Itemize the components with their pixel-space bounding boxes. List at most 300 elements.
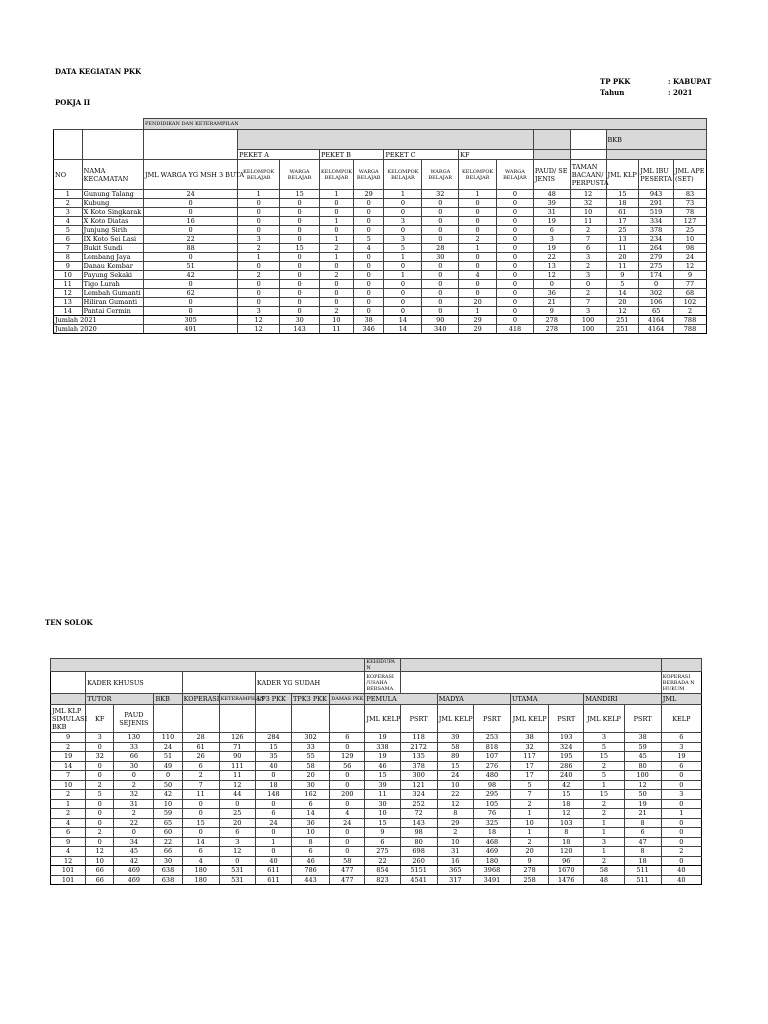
table-cell: 2	[51, 790, 86, 800]
col-nama: NAMA KECAMATAN	[82, 160, 143, 190]
table-cell: 32	[570, 199, 606, 208]
table-cell: 251	[606, 325, 639, 334]
table-cell: 0	[422, 208, 459, 217]
table-cell: 11	[182, 790, 219, 800]
table-cell: 4164	[639, 325, 674, 334]
table-cell: 1	[320, 253, 354, 262]
kecamatan-name: X Koto Singkarak	[82, 208, 143, 217]
table-cell: 2	[511, 799, 549, 809]
table-cell: 6	[182, 847, 219, 857]
table-cell: 468	[473, 837, 510, 847]
table-cell: 0	[320, 208, 354, 217]
table-cell: 0	[353, 289, 384, 298]
col-taman: TAMAN BACAAN/ PERPUSTA	[570, 160, 606, 190]
table-cell: 469	[114, 866, 154, 876]
table-cell: 0	[280, 217, 320, 226]
table-cell: 31	[114, 799, 154, 809]
table-cell: 0	[661, 818, 701, 828]
table-cell: 20	[292, 771, 330, 781]
total-row	[51, 866, 702, 876]
table-cell: 9	[51, 733, 86, 743]
table-cell: 291	[639, 199, 674, 208]
table-cell: 0	[280, 280, 320, 289]
col-warga-kf: WARGA BELAJAR	[497, 160, 534, 190]
table-cell: 0	[497, 307, 534, 316]
table-cell: 0	[497, 226, 534, 235]
table-cell: 22	[437, 790, 473, 800]
table-cell: 126	[219, 733, 255, 743]
table-cell: 3	[86, 733, 114, 743]
table-cell: 3	[238, 235, 280, 244]
table-cell: 0	[661, 799, 701, 809]
table-cell: 71	[219, 742, 255, 752]
kecamatan-name: Hiliran Gumanti	[82, 298, 143, 307]
table-cell: 365	[437, 866, 473, 876]
col-jml-klp-simulasi: JML KLP SIMULASI BKB	[52, 706, 88, 731]
tahun-label: Tahun	[600, 88, 625, 97]
table-cell: 0	[330, 780, 365, 790]
table-cell: 32	[114, 790, 154, 800]
table-cell: 18	[606, 199, 639, 208]
table-cell: 1	[384, 190, 422, 199]
table-cell: 324	[400, 790, 437, 800]
table-cell: 0	[353, 217, 384, 226]
table-cell: 14	[51, 761, 86, 771]
jml-header: JML	[661, 694, 701, 705]
table-cell: 200	[330, 790, 365, 800]
table-cell: 0	[497, 199, 534, 208]
table-cell: 15	[255, 742, 291, 752]
table-cell: 4541	[400, 875, 437, 885]
table-cell: 73	[674, 199, 707, 208]
table-cell: 40	[255, 856, 291, 866]
table-cell: 36	[533, 289, 570, 298]
table-cell: 12	[624, 780, 661, 790]
table-cell: 4164	[639, 316, 674, 325]
total-row	[54, 316, 707, 325]
table-cell: 77	[674, 280, 707, 289]
table-cell: 0	[238, 262, 280, 271]
table-cell: 2	[570, 262, 606, 271]
table-cell: 0	[320, 280, 354, 289]
table-cell: 7	[182, 780, 219, 790]
table-cell: 9	[51, 837, 86, 847]
table-cell: 10	[674, 235, 707, 244]
table-cell: 101	[51, 866, 86, 876]
table-cell: 9	[606, 271, 639, 280]
table-row	[51, 790, 702, 800]
table-cell: 121	[400, 780, 437, 790]
table-cell: 0	[661, 771, 701, 781]
table-cell: 1	[238, 253, 280, 262]
table-cell: 13	[533, 262, 570, 271]
table-cell: 10	[320, 316, 354, 325]
table-cell: 0	[330, 828, 365, 838]
table-cell: 32	[422, 190, 459, 199]
table-cell: 511	[624, 875, 661, 885]
table-cell: 854	[365, 866, 400, 876]
table-cell: 0	[422, 298, 459, 307]
tutor-header: TUTOR	[86, 694, 154, 705]
table-cell: 3	[661, 742, 701, 752]
table-cell: 24	[674, 253, 707, 262]
kf-header: KF	[459, 150, 534, 160]
table-cell: 21	[624, 809, 661, 819]
table-cell: 0	[422, 235, 459, 244]
table-cell: 0	[114, 771, 154, 781]
table-cell: 0	[86, 771, 114, 781]
table-cell: 2	[661, 847, 701, 857]
table-cell: 19	[365, 752, 400, 762]
table-cell: 56	[330, 761, 365, 771]
table-row	[51, 847, 702, 857]
table-cell: 1	[320, 217, 354, 226]
table-cell: 480	[473, 771, 510, 781]
table-cell: 30	[154, 856, 182, 866]
table-cell: 240	[549, 771, 584, 781]
table-cell: 1	[511, 809, 549, 819]
table-row	[54, 235, 707, 244]
table-cell: 10	[86, 856, 114, 866]
table-cell: 234	[639, 235, 674, 244]
table-cell: 1	[54, 190, 83, 199]
table-cell: 0	[353, 280, 384, 289]
table-cell: 0	[570, 280, 606, 289]
table-cell: 325	[473, 818, 510, 828]
table-cell: 5	[584, 771, 624, 781]
keterampilan-header: KETERAMPILAN	[219, 694, 255, 705]
kecamatan-name: Payung Sekaki	[82, 271, 143, 280]
col-psrt-madya: PSRT	[473, 705, 510, 733]
table-cell: 174	[639, 271, 674, 280]
table-cell: 0	[533, 280, 570, 289]
table-cell: 13	[606, 235, 639, 244]
table-cell: 11	[570, 217, 606, 226]
table-cell: 98	[400, 828, 437, 838]
table-cell: 25	[674, 226, 707, 235]
col-kelp: KELP	[661, 705, 701, 733]
table-row	[54, 271, 707, 280]
total-row	[51, 875, 702, 885]
col-warga-a: WARGA BELAJAR	[280, 160, 320, 190]
table-cell: 31	[437, 847, 473, 857]
table-cell: 66	[154, 847, 182, 857]
table-cell: 14	[54, 307, 83, 316]
table-cell: 253	[473, 733, 510, 743]
table-cell: 4	[51, 847, 86, 857]
table-cell: 276	[473, 761, 510, 771]
table-cell: 0	[459, 253, 497, 262]
table-cell: 0	[280, 199, 320, 208]
table-cell: 12	[238, 325, 280, 334]
table-cell: 3491	[473, 875, 510, 885]
table-cell: 2	[51, 742, 86, 752]
table-cell: 100	[624, 771, 661, 781]
table-cell: 12	[570, 190, 606, 199]
table-cell: 0	[182, 828, 219, 838]
col-jml-kelp-utama: JML KELP	[511, 705, 549, 733]
table-row	[51, 837, 702, 847]
table-cell: 2	[570, 289, 606, 298]
total-row	[54, 325, 707, 334]
total-label: Jumlah 2021	[54, 316, 144, 325]
table-cell: 31	[533, 208, 570, 217]
table-cell: 5	[384, 244, 422, 253]
col-jml-ape: JML APE (SET)	[674, 160, 707, 190]
table-cell: 1	[584, 847, 624, 857]
table-cell: 0	[280, 307, 320, 316]
table-cell: 11	[606, 244, 639, 253]
table-cell: 3	[584, 837, 624, 847]
table-cell: 35	[255, 752, 291, 762]
table-cell: 0	[280, 208, 320, 217]
table-cell: 58	[437, 742, 473, 752]
table-cell: 6	[292, 799, 330, 809]
table-cell: 15	[280, 244, 320, 253]
table-kegiatan-koperasi	[50, 658, 702, 885]
table-cell: 0	[661, 828, 701, 838]
table-cell: 1	[661, 809, 701, 819]
table-cell: 0	[497, 190, 534, 199]
table-cell: 3	[584, 733, 624, 743]
bkb-header-2: BKB	[154, 694, 182, 705]
table-cell: 3	[570, 271, 606, 280]
table-cell: 22	[154, 837, 182, 847]
table-cell: 44	[219, 790, 255, 800]
table-cell: 19	[624, 799, 661, 809]
col-no: NO	[54, 160, 83, 190]
table-cell: 0	[422, 199, 459, 208]
table-cell: 1	[584, 780, 624, 790]
table-row	[51, 771, 702, 781]
table-cell: 469	[473, 847, 510, 857]
table-cell: 338	[365, 742, 400, 752]
table-cell: 42	[154, 790, 182, 800]
table-cell: 0	[238, 226, 280, 235]
table-cell: 0	[330, 771, 365, 781]
table-cell: 20	[511, 847, 549, 857]
table-cell: 3968	[473, 866, 510, 876]
table-cell: 19	[533, 244, 570, 253]
table-cell: 19	[533, 217, 570, 226]
table-cell: 11	[54, 280, 83, 289]
table-cell: 14	[384, 325, 422, 334]
table-cell: 180	[182, 875, 219, 885]
table-cell: 2	[238, 271, 280, 280]
table-cell: 260	[400, 856, 437, 866]
table-cell: 48	[584, 875, 624, 885]
table-cell: 2	[511, 837, 549, 847]
table-cell: 2	[114, 809, 154, 819]
table-cell: 45	[114, 847, 154, 857]
table-cell: 39	[437, 733, 473, 743]
table-cell: 511	[624, 866, 661, 876]
table-cell: 2	[459, 235, 497, 244]
table-cell: 59	[624, 742, 661, 752]
table-cell: 18	[624, 856, 661, 866]
table-cell: 101	[51, 875, 86, 885]
table-row	[54, 289, 707, 298]
table-row	[54, 226, 707, 235]
table-cell: 1	[384, 271, 422, 280]
table-cell: 0	[86, 799, 114, 809]
table-row	[54, 208, 707, 217]
table-cell: 275	[365, 847, 400, 857]
table-cell: 2	[182, 771, 219, 781]
tahun-value: : 2021	[668, 88, 693, 97]
table-cell: 34	[114, 837, 154, 847]
table-cell: 7	[54, 244, 83, 253]
col-warga-c: WARGA BELAJAR	[422, 160, 459, 190]
table-cell: 0	[114, 828, 154, 838]
table-cell: 6	[54, 235, 83, 244]
table-cell: 3	[238, 307, 280, 316]
table-cell: 0	[86, 761, 114, 771]
kehidupan-header: KEHIDUPA N	[365, 659, 400, 672]
table-cell: 9	[54, 262, 83, 271]
table-row	[54, 217, 707, 226]
table-cell: 96	[549, 856, 584, 866]
table-cell: 32	[511, 742, 549, 752]
table-row	[51, 799, 702, 809]
table-cell: 98	[473, 780, 510, 790]
table-cell: 12	[549, 809, 584, 819]
table-cell: 258	[511, 875, 549, 885]
mandiri-header: MANDIRI	[584, 694, 661, 705]
table-cell: 143	[400, 818, 437, 828]
table-cell: 11	[219, 771, 255, 781]
table-cell: 58	[330, 856, 365, 866]
table-cell: 135	[400, 752, 437, 762]
table-cell: 1	[384, 253, 422, 262]
kecamatan-name: Danau Kembar	[82, 262, 143, 271]
table-cell: 2	[51, 809, 86, 819]
table-cell: 50	[624, 790, 661, 800]
table-row	[51, 856, 702, 866]
table-cell: 66	[86, 866, 114, 876]
table-cell: 1	[320, 235, 354, 244]
table-cell: 48	[533, 190, 570, 199]
table-cell: 98	[674, 244, 707, 253]
table-cell: 12	[219, 847, 255, 857]
table-cell: 68	[674, 289, 707, 298]
bkb-header: BKB	[606, 130, 707, 150]
table-cell: 1	[51, 799, 86, 809]
table-cell: 6	[219, 828, 255, 838]
table-cell: 638	[154, 866, 182, 876]
table-row	[54, 262, 707, 271]
table-cell: 611	[255, 875, 291, 885]
table-row	[54, 298, 707, 307]
table-cell: 0	[497, 289, 534, 298]
table-cell: 14	[292, 809, 330, 819]
table-cell: 193	[549, 733, 584, 743]
table-cell: 0	[384, 298, 422, 307]
table-cell: 12	[533, 271, 570, 280]
table-cell: 0	[219, 799, 255, 809]
table-cell: 3	[384, 217, 422, 226]
kecamatan-name: Bukit Sundi	[82, 244, 143, 253]
table-cell: 0	[384, 280, 422, 289]
table-cell: 106	[639, 298, 674, 307]
table-cell: 19	[51, 752, 86, 762]
page-title: DATA KEGIATAN PKK	[55, 67, 142, 76]
table-cell: 1	[255, 837, 291, 847]
table-cell: 38	[624, 733, 661, 743]
table-cell: 22	[114, 818, 154, 828]
table-cell: 17	[511, 771, 549, 781]
table-cell: 0	[497, 244, 534, 253]
col-jml-warga: JML WARGA YG MSH 3 BUTA	[144, 160, 238, 190]
table-cell: 15	[280, 190, 320, 199]
table-cell: 15	[606, 190, 639, 199]
table-cell: 38	[511, 733, 549, 743]
table-cell: 8	[624, 818, 661, 828]
table-cell: 16	[437, 856, 473, 866]
table-cell: 76	[473, 809, 510, 819]
damas-header: DAMAS PKK	[330, 694, 365, 705]
table-cell: 117	[511, 752, 549, 762]
table-cell: 14	[182, 837, 219, 847]
table-cell: 10	[154, 799, 182, 809]
paket-c-header: PEKET C	[384, 150, 459, 160]
table-row	[51, 809, 702, 819]
table-cell: 278	[533, 316, 570, 325]
table-cell: 0	[353, 226, 384, 235]
table-row	[54, 307, 707, 316]
table-cell: 477	[330, 875, 365, 885]
table-cell: 0	[422, 217, 459, 226]
table-cell: 491	[144, 325, 238, 334]
table-cell: 51	[154, 752, 182, 762]
table-row	[54, 253, 707, 262]
table-cell: 42	[144, 271, 238, 280]
table-cell: 8	[54, 253, 83, 262]
tp-value: : KABUPAT	[668, 77, 712, 86]
table-cell: 3	[54, 208, 83, 217]
table-cell: 18	[255, 780, 291, 790]
table-cell: 2	[320, 244, 354, 253]
table-cell: 0	[182, 799, 219, 809]
table-row	[54, 280, 707, 289]
table-cell: 8	[437, 809, 473, 819]
table-cell: 180	[182, 866, 219, 876]
table-cell: 49	[154, 761, 182, 771]
table-cell: 2	[584, 856, 624, 866]
table-cell: 2	[114, 780, 154, 790]
tpk3-header: TPK3 PKK	[292, 694, 330, 705]
table-cell: 6	[255, 809, 291, 819]
table-cell: 30	[422, 253, 459, 262]
table-cell: 611	[255, 866, 291, 876]
table-cell: 24	[437, 771, 473, 781]
table-cell: 334	[639, 217, 674, 226]
col-psrt-utama: PSRT	[549, 705, 584, 733]
col-kel-b: KELOMPOK BELAJAR	[320, 160, 354, 190]
table-cell: 58	[292, 761, 330, 771]
col-jml-klp: JML KLP	[606, 160, 639, 190]
table-cell: 1	[238, 190, 280, 199]
table-cell: 61	[182, 742, 219, 752]
table-cell: 5	[54, 226, 83, 235]
table-cell: 5	[584, 742, 624, 752]
table-cell: 7	[570, 235, 606, 244]
table-cell: 0	[144, 208, 238, 217]
table-cell: 346	[353, 325, 384, 334]
table-cell: 11	[606, 262, 639, 271]
table-cell: 10	[51, 780, 86, 790]
table-cell: 89	[437, 752, 473, 762]
